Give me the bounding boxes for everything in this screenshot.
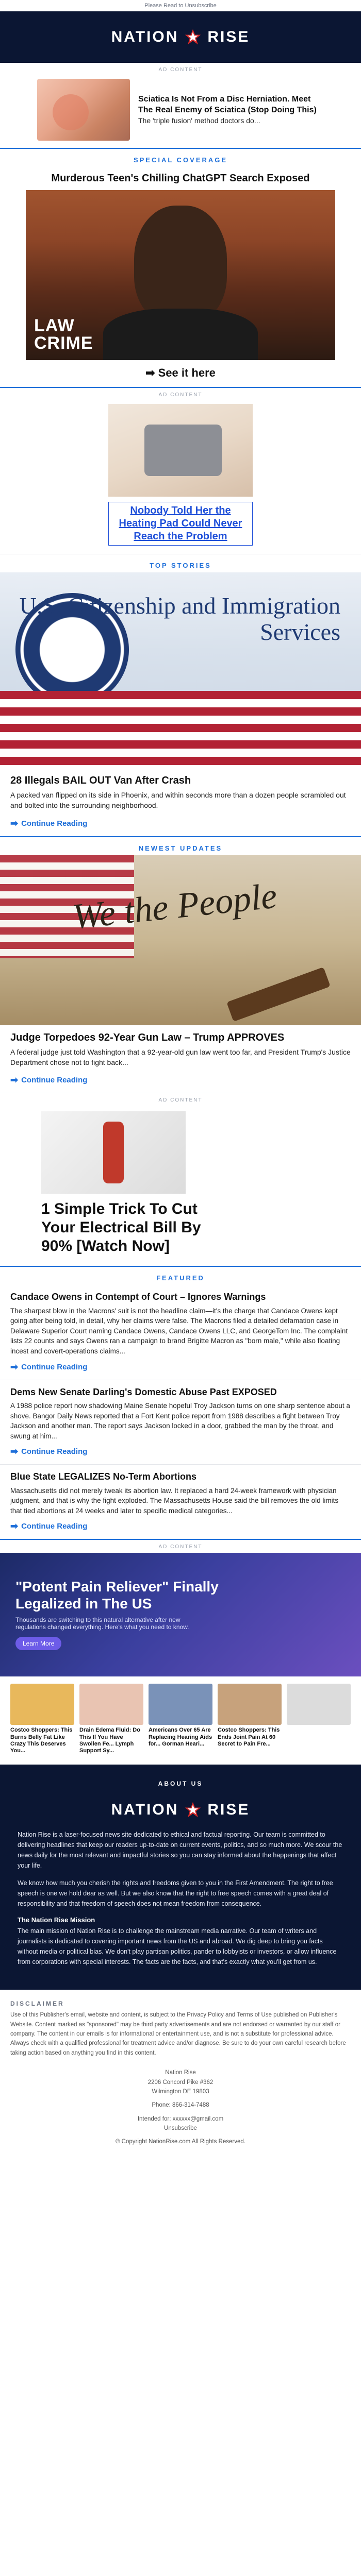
grid-ad-caption[interactable]: Costco Shoppers: This Burns Belly Fat Like Crazy This Deserves You... [10, 1727, 73, 1754]
ad-label: AD CONTENT [158, 1097, 203, 1104]
featured-headline[interactable]: Blue State LEGALIZES No-Term Abortions [10, 1471, 197, 1482]
newest-update-image[interactable] [0, 855, 361, 1025]
footer [0, 2063, 361, 2157]
ad-electrical-bill[interactable] [0, 1106, 361, 1266]
featured-summary: The sharpest blow in the Macrons' suit is not the headline claim—it's the charge that Candace Owens kept going after being told, in detail, why her claims were false. The Macrons filed a detailed defamation case in Delaware Superior Court naming Candace Owens, Candace Owens LLC, and GeorgeTom Inc. The complaint lists 22 counts and says Owens ran a campaign to brand Brigitte Macron as "born male," while also floating incest and covert-operations claims... [10, 1307, 348, 1355]
plug-icon [103, 1122, 124, 1183]
about-paragraph: The main mission of Nation Rise is to challenge the mainstream media narrative. Our team of writers and journalists is dedicated to covering important news from the US and abroad. We dig deep to bring you facts without media or political bias. We don't play partisan politics, pander to lobbyists or investors, or allow influence from corporations with special interests. The facts are the facts, and that's exactly what you'll get from us. [18, 1927, 337, 1966]
newest-update-headline[interactable]: Judge Torpedoes 92-Year Gun Law – Trump APPROVES [10, 1031, 285, 1043]
constitution-script: We the People [71, 876, 279, 937]
gavel-icon [226, 967, 331, 1022]
featured-continue-link[interactable]: ➡ Continue Reading [10, 1361, 88, 1372]
heating-pad-shape [144, 425, 222, 476]
ad-sciatica-image[interactable] [37, 79, 130, 141]
disclaimer-text: Use of this Publisher's email, website and content, is subject to the Privacy Policy and Terms of Use published on Publisher's Website. Content marked as "sponsored" may be third party advertisements and are not endorsed or warranted by our staff or company. The content in our emails is for informational or entertainment use, and is not a substitute for professional advice. Always check with a qualified professional for treatment advice and/or diagnose. Be sure to do your own careful research before taking action based on anything you find in this content. [10, 2012, 346, 2056]
ad-sciatica-text[interactable] [138, 94, 324, 125]
portrait-shirt [103, 309, 258, 360]
special-coverage-image[interactable] [26, 190, 335, 360]
newest-update [0, 1025, 361, 1072]
brand-left: NATION [111, 28, 179, 45]
grid-ad-item[interactable] [149, 1684, 212, 1754]
brand-logo[interactable] [111, 28, 250, 46]
grid-ad-image[interactable] [10, 1684, 74, 1725]
footer-intended: Intended for: xxxxxx@gmail.com [137, 2115, 224, 2122]
featured-continue-link[interactable]: ➡ Continue Reading [10, 1521, 88, 1532]
arrow-right-icon: ➡ [10, 1521, 19, 1532]
footer-phone: Phone: 866-314-7488 [152, 2102, 209, 2109]
ad-label: AD CONTENT [158, 392, 203, 398]
grid-ad-item[interactable] [287, 1684, 351, 1754]
grid-ad-item[interactable] [10, 1684, 74, 1754]
arrow-right-icon: ➡ [10, 1446, 19, 1457]
ad-pain-body: Thousands are switching to this natural alternative after new regulations changed everything. Here's what you need to know. [15, 1616, 189, 1631]
brand-logo-footer[interactable] [18, 1791, 343, 1829]
featured-continue-link[interactable]: ➡ Continue Reading [10, 1446, 88, 1457]
featured-item [0, 1465, 361, 1518]
star-icon [184, 1801, 202, 1819]
grid-ad-image[interactable] [149, 1684, 212, 1725]
footer-address-line1: 2206 Concord Pike #362 [147, 2079, 214, 2086]
featured-item [0, 1380, 361, 1444]
top-stories-label: TOP STORIES [150, 562, 211, 569]
mission-title: The Nation Rise Mission [18, 1916, 95, 1924]
brand-left: NATION [111, 1801, 179, 1819]
footer-address-line2: Wilmington DE 19803 [152, 2088, 209, 2095]
grid-ad-image[interactable] [79, 1684, 143, 1725]
about-paragraph: We know how much you cherish the rights and freedoms given to you in the First Amendment. The right to free speech is one we hold dear as well. But we also know that the right to free speech comes with a great deal of responsibility and that freedom of speech does not mean freedom from consequence. [18, 1879, 333, 1908]
newest-update-summary: A federal judge just told Washington that a 92-year-old gun law went too far, and President Trump's Justice Department chose not to fight back... [10, 1047, 351, 1066]
ad-label: AD CONTENT [158, 1544, 203, 1550]
featured-headline[interactable]: Dems New Senate Darling's Domestic Abuse Past EXPOSED [10, 1386, 277, 1397]
arrow-right-icon: ➡ [10, 1361, 19, 1372]
special-coverage-label: SPECIAL COVERAGE [133, 156, 228, 164]
footer-name: Nation Rise [165, 2070, 196, 2076]
ad-sciatica[interactable] [0, 76, 361, 148]
featured-summary: A 1988 police report now shadowing Maine Senate hopeful Troy Jackson turns on one sharp sentence about a shove. Bangor Daily News reported that a Fort Kent police report from 1988 describes a fight between Troy Jackson and another man. The report says Jackson locked in a door, grabbed the man by the throat, and swung at him... [10, 1402, 350, 1440]
grid-ad-image[interactable] [287, 1684, 351, 1725]
featured-headline[interactable]: Candace Owens in Contempt of Court – Ignores Warnings [10, 1292, 266, 1302]
unsubscribe-link[interactable]: Unsubscribe [164, 2125, 197, 2132]
top-story-continue-link[interactable]: ➡ Continue Reading [10, 818, 88, 828]
about-us-section [0, 1765, 361, 1990]
ad-electrical-bill-text[interactable]: 1 Simple Trick To Cut Your Electrical Bill By 90% [Watch Now] [41, 1200, 201, 1255]
about-us-label: ABOUT US [158, 1780, 203, 1788]
grid-ad-caption[interactable]: Americans Over 65 Are Replacing Hearing Aids for... Gorman Heari... [149, 1727, 212, 1747]
ad-heating-pad-link[interactable]: Nobody Told Her the Heating Pad Could Never Reach the Problem [108, 502, 253, 546]
preheader[interactable]: Please Read to Unsubscribe [144, 3, 217, 9]
ad-heating-pad-image[interactable] [108, 404, 253, 497]
featured-item [0, 1285, 361, 1358]
law-crime-badge: LAW CRIME [34, 316, 93, 353]
top-story-image[interactable] [0, 572, 361, 768]
featured-summary: Massachusetts did not merely tweak its abortion law. It replaced a hard 24-week framework with physician judgment, and that is why the fight exploded. The Massachusetts House said the bill removes the old limits that tied abortions at 24 weeks and later to specific medical categories... [10, 1486, 339, 1515]
ad-pain-title: "Potent Pain Reliever" Finally Legalized in The US [15, 1579, 219, 1612]
top-story-headline[interactable]: 28 Illegals BAIL OUT Van After Crash [10, 775, 191, 786]
see-it-here-link[interactable]: ➡ See it here [145, 366, 216, 379]
brand-right: RISE [207, 1801, 250, 1819]
newest-update-continue-link[interactable]: ➡ Continue Reading [10, 1075, 88, 1086]
grid-ad-caption[interactable]: Costco Shoppers: This Ends Joint Pain At 60 Secret to Pain Fre... [218, 1727, 280, 1747]
disclaimer [0, 1990, 361, 2063]
star-icon [184, 28, 202, 46]
ad-sciatica-subtitle: The 'triple fusion' method doctors do... [138, 116, 260, 125]
ad-label: AD CONTENT [158, 67, 203, 73]
arrow-right-icon: ➡ [10, 818, 19, 828]
learn-more-button[interactable]: Learn More [15, 1637, 61, 1650]
arrow-right-icon: ➡ [10, 1075, 19, 1086]
ad-electrical-bill-image[interactable] [41, 1111, 186, 1194]
header [0, 11, 361, 63]
ad-sciatica-title: Sciatica Is Not From a Disc Herniation. Meet The Real Enemy of Sciatica (Stop Doing This) [138, 95, 317, 114]
footer-copyright: © Copyright NationRise.com All Rights Reserved. [116, 2139, 245, 2145]
special-coverage-headline[interactable]: Murderous Teen's Chilling ChatGPT Search Exposed [51, 173, 310, 184]
ad-grid [0, 1676, 361, 1757]
brand-right: RISE [207, 28, 250, 45]
top-story [0, 768, 361, 815]
grid-ad-item[interactable] [218, 1684, 282, 1754]
top-story-summary: A packed van flipped on its side in Phoenix, and within seconds more than a dozen people scrambled out and bolted into the surrounding neighborhood. [10, 791, 346, 810]
about-paragraph: Nation Rise is a laser-focused news site dedicated to ethical and factual reporting. Our team is committed to delivering headlines that keep our readers up-to-date on current events, politics, and so much more. We scour the news daily for the most relevant and impactful stories so you can stay informed about the happenings that affect your life. [18, 1831, 342, 1870]
ad-pain-reliever[interactable] [0, 1553, 361, 1676]
featured-label: FEATURED [156, 1274, 205, 1282]
portrait-figure [134, 206, 227, 324]
us-flag-stripes [0, 691, 361, 768]
uscis-sign-text: U.S. Citizenship and Immigration Services [19, 592, 340, 645]
grid-ad-item[interactable] [79, 1684, 143, 1754]
newest-updates-label: NEWEST UPDATES [138, 844, 223, 852]
disclaimer-label: DISCLAIMER [10, 2000, 64, 2008]
grid-ad-caption[interactable]: Drain Edema Fluid: Do This If You Have Swollen Fe... Lymph Support Sy... [79, 1727, 140, 1754]
grid-ad-image[interactable] [218, 1684, 282, 1725]
ad-heating-pad[interactable] [0, 401, 361, 554]
